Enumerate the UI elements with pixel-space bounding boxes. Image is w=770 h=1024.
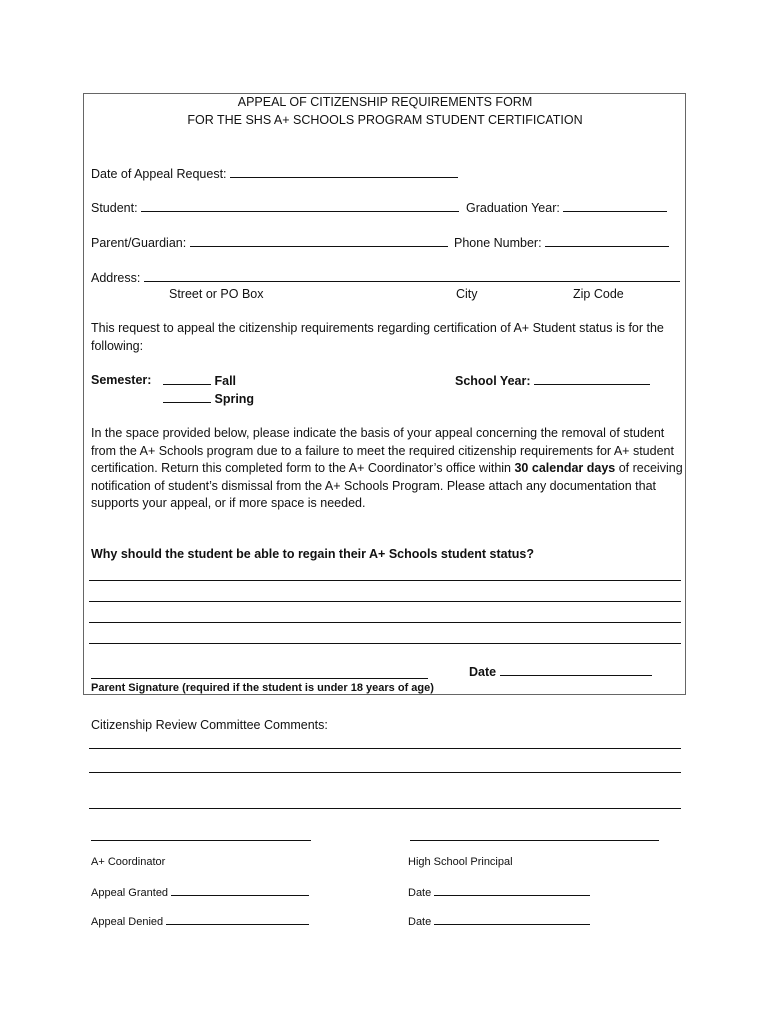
appeal-granted-row bbox=[91, 885, 309, 899]
fall-checkbox-line[interactable] bbox=[163, 373, 211, 385]
parent-guardian-label: Parent/Guardian: bbox=[91, 236, 187, 250]
granted-date-field[interactable] bbox=[434, 885, 590, 896]
street-caption: Street or PO Box bbox=[169, 287, 264, 301]
graduation-year-field[interactable] bbox=[563, 200, 667, 212]
principal-signature-line[interactable] bbox=[410, 840, 659, 841]
granted-date-row bbox=[408, 885, 590, 899]
phone-number-field[interactable] bbox=[545, 235, 669, 247]
fall-row bbox=[163, 373, 236, 388]
principal-label: High School Principal bbox=[408, 856, 513, 868]
request-text: This request to appeal the citizenship requirements regarding certification of A+ Student status is for the following: bbox=[91, 321, 664, 353]
date-of-appeal-label: Date of Appeal Request: bbox=[91, 167, 227, 181]
denied-date-field[interactable] bbox=[434, 914, 590, 925]
instructions-deadline: 30 calendar days bbox=[514, 461, 616, 475]
student-label: Student: bbox=[91, 201, 138, 215]
granted-date-label: Date bbox=[408, 887, 432, 899]
appeal-denied-row bbox=[91, 914, 309, 928]
form-title-line2: FOR THE SHS A+ SCHOOLS PROGRAM STUDENT CERTIFICATION bbox=[187, 113, 583, 127]
coordinator-signature-line[interactable] bbox=[91, 840, 311, 841]
city-caption: City bbox=[456, 287, 478, 301]
school-year-label: School Year: bbox=[455, 374, 531, 388]
answer-line-4[interactable] bbox=[89, 643, 681, 644]
school-year-field[interactable] bbox=[534, 373, 650, 385]
address-field[interactable] bbox=[144, 270, 680, 282]
spring-label: Spring bbox=[214, 392, 255, 406]
phone-number-label: Phone Number: bbox=[454, 236, 542, 250]
address-row bbox=[91, 270, 680, 285]
parent-guardian-field[interactable] bbox=[190, 235, 448, 247]
spring-row bbox=[163, 391, 254, 406]
parent-signature-caption: Parent Signature (required if the student is under 18 years of age) bbox=[91, 682, 434, 694]
form-title-line1: APPEAL OF CITIZENSHIP REQUIREMENTS FORM bbox=[237, 95, 533, 109]
parent-date-row bbox=[469, 664, 652, 679]
semester-label: Semester: bbox=[91, 373, 152, 387]
appeal-granted-field[interactable] bbox=[171, 885, 309, 896]
parent-signature-line[interactable] bbox=[91, 678, 428, 679]
zip-caption: Zip Code bbox=[573, 287, 624, 301]
school-year-row bbox=[455, 373, 650, 388]
appeal-denied-label: Appeal Denied bbox=[91, 916, 164, 928]
graduation-year-row bbox=[466, 200, 667, 215]
student-field[interactable] bbox=[141, 200, 459, 212]
date-of-appeal-row bbox=[91, 166, 458, 181]
parent-row bbox=[91, 235, 448, 250]
phone-row bbox=[454, 235, 669, 250]
review-comment-line-2[interactable] bbox=[89, 772, 681, 773]
instructions-part1: In the space provided below, please indicate the basis of your appeal concerning the removal of student from the A+ Schools program due to a failure to meet the required citizenship requirements for A+ student certification. Return this completed form to the A+ Coordinator’s office within bbox=[91, 426, 674, 475]
answer-line-3[interactable] bbox=[89, 622, 681, 623]
date-of-appeal-field[interactable] bbox=[230, 166, 458, 178]
review-comment-line-3[interactable] bbox=[89, 808, 681, 809]
review-comments-label: Citizenship Review Committee Comments: bbox=[91, 718, 328, 732]
parent-date-label: Date bbox=[469, 665, 497, 679]
instructions-paragraph bbox=[91, 425, 683, 513]
student-row bbox=[91, 200, 459, 215]
appeal-denied-field[interactable] bbox=[166, 914, 309, 925]
fall-label: Fall bbox=[214, 374, 237, 388]
denied-date-row bbox=[408, 914, 590, 928]
spring-checkbox-line[interactable] bbox=[163, 391, 211, 403]
appeal-granted-label: Appeal Granted bbox=[91, 887, 169, 899]
instructions-part2: of receiving notification of student’s dismissal from the A+ Schools Program. Please attach any documentation that supports your appeal, or if more space is needed. bbox=[91, 461, 683, 510]
review-comment-line-1[interactable] bbox=[89, 748, 681, 749]
answer-line-1[interactable] bbox=[89, 580, 681, 581]
appeal-question: Why should the student be able to regain their A+ Schools student status? bbox=[91, 547, 534, 561]
graduation-year-label: Graduation Year: bbox=[466, 201, 560, 215]
parent-date-field[interactable] bbox=[500, 664, 652, 676]
denied-date-label: Date bbox=[408, 916, 432, 928]
address-label: Address: bbox=[91, 271, 141, 285]
answer-line-2[interactable] bbox=[89, 601, 681, 602]
coordinator-label: A+ Coordinator bbox=[91, 856, 166, 868]
